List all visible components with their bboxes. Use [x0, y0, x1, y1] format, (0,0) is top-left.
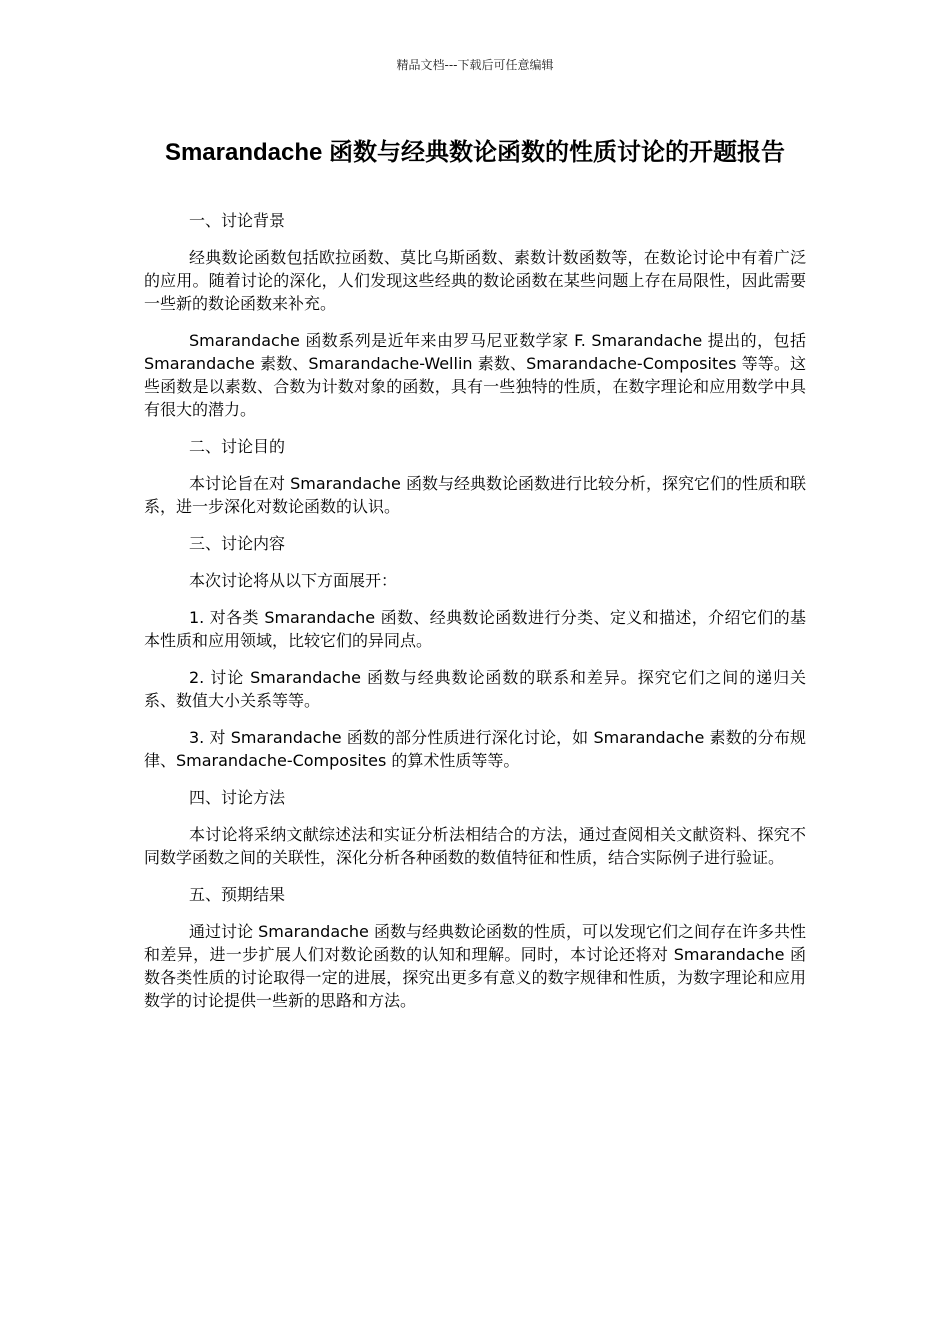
section-heading-method: 四、讨论方法 [189, 788, 286, 807]
list-item-content-2: 2. 讨论 Smarandache 函数与经典数论函数的联系和差异。探究它们之间的递归关系、数值大小关系等等。 [144, 668, 806, 710]
list-item-content-1: 1. 对各类 Smarandache 函数、经典数论函数进行分类、定义和描述，介绍它们的基本性质和应用领域，比较它们的异同点。 [144, 608, 806, 650]
paragraph-expected-results: 通过讨论 Smarandache 函数与经典数论函数的性质，可以发现它们之间存在许多共性和差异，进一步扩展人们对数论函数的认知和理解。同时，本讨论还将对 Smarandache 函数各类性质的讨论取得一定的进展，探究出更多有意义的数字规律和性质，为数字理论和应用数学的讨论提供一些新的思路和方法。 [144, 922, 806, 1010]
document-body [144, 209, 806, 1026]
paragraph-background-1: 经典数论函数包括欧拉函数、莫比乌斯函数、素数计数函数等，在数论讨论中有着广泛的应用。随着讨论的深化，人们发现这些经典的数论函数在某些问题上存在局限性，因此需要一些新的数论函数来补充。 [144, 248, 806, 313]
document-title: Smarandache 函数与经典数论函数的性质讨论的开题报告 [164, 139, 786, 166]
paragraph-background-2: Smarandache 函数系列是近年来由罗马尼亚数学家 F. Smarandache 提出的，包括 Smarandache 素数、Smarandache-Wellin 素数、Smarandache-Composites 等等。这些函数是以素数、合数为计数对象的函数，具有一些独特的性质，在数字理论和应用数学中具有很大的潜力。 [144, 331, 806, 419]
paragraph-content-intro: 本次讨论将从以下方面展开： [189, 571, 398, 590]
list-item-content-3: 3. 对 Smarandache 函数的部分性质进行深化讨论，如 Smarandache 素数的分布规律、Smarandache-Composites 的算术性质等等。 [144, 728, 806, 770]
header-note: 精品文档---下载后可任意编辑 [396, 58, 554, 72]
paragraph-method: 本讨论将采纳文献综述法和实证分析法相结合的方法，通过查阅相关文献资料、探究不同数学函数之间的关联性，深化分析各种函数的数值特征和性质，结合实际例子进行验证。 [144, 825, 806, 867]
section-heading-content: 三、讨论内容 [189, 534, 286, 553]
paragraph-purpose: 本讨论旨在对 Smarandache 函数与经典数论函数进行比较分析，探究它们的性质和联系，进一步深化对数论函数的认识。 [144, 474, 806, 516]
section-heading-background: 一、讨论背景 [189, 211, 286, 230]
section-heading-expected-results: 五、预期结果 [189, 885, 286, 904]
section-heading-purpose: 二、讨论目的 [189, 437, 286, 456]
